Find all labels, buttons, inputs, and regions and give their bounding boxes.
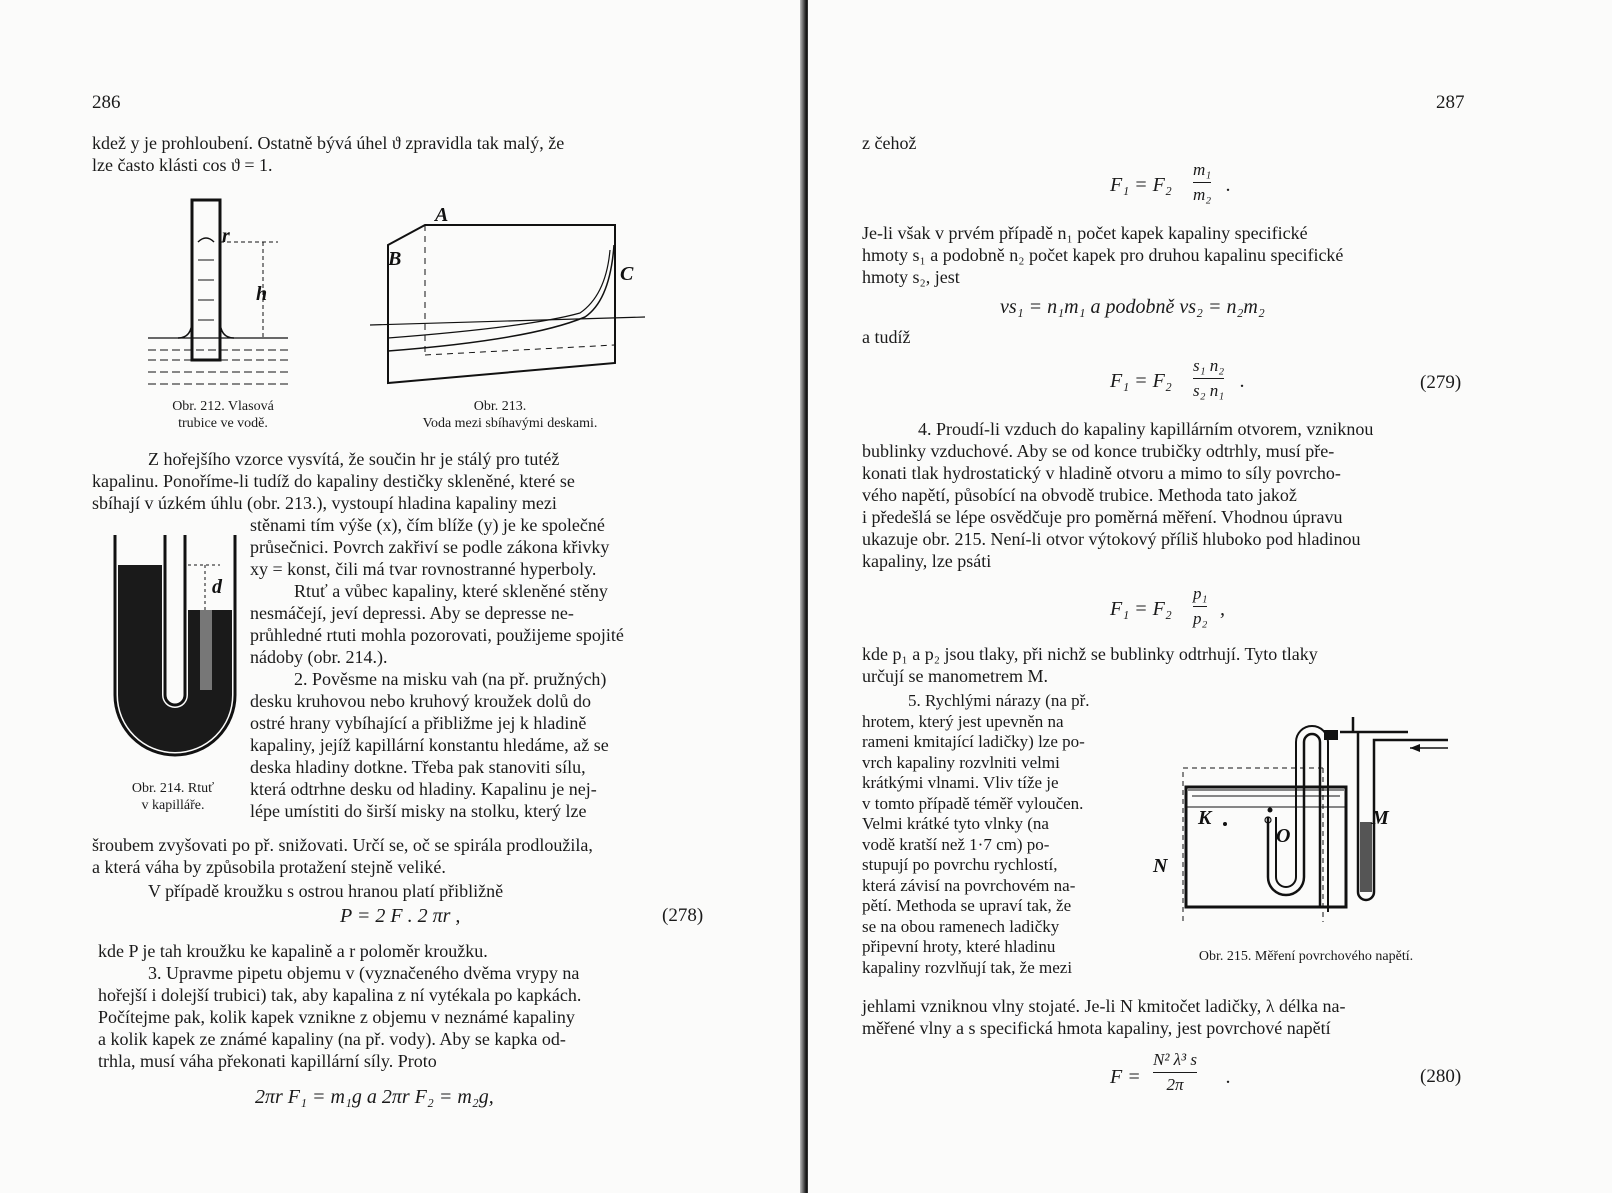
equation-p-fraction: [1193, 584, 1207, 629]
equation-f1-num: m₁: [1193, 160, 1212, 179]
body-wrapped-line: stěnami tím výše (x), čím blíže (y) je ke společné: [250, 515, 605, 535]
para-d-wrapped-line: v tomto případě téměř vyloučen.: [862, 793, 1084, 813]
body-wrapped-line: nádoby (obr. 214.).: [250, 647, 388, 667]
para-d-wrapped-line: která závisí na povrchovém na-: [862, 875, 1076, 895]
para-d-wrapped-line: hrotem, který jest upevněn na: [862, 711, 1064, 731]
para-d-wrapped-line: kapaliny rozvlňují tak, že mezi: [862, 957, 1073, 977]
para-d-wrapped-line: vodě kratší než 1·7 cm) po-: [862, 834, 1050, 854]
label-n: N: [1153, 855, 1168, 877]
caption-212-line1: Obr. 212. Vlasová: [172, 399, 274, 414]
body-wrapped-line: ostré hrany vybíhající a přibližme jej k hladině: [250, 713, 587, 733]
figure-212-capillary-tube: [148, 200, 298, 395]
body-wrapped-line: nesmáčejí, jeví depressi. Aby se depresse ne-: [250, 603, 574, 623]
para-b-line-6: ukazuje obr. 215. Není-li otvor výtokový příliš hluboko pod hladinou: [862, 529, 1361, 549]
para-d-full-line-1: jehlami vzniknou vlny stojaté. Je-li N kmitočet ladičky, λ délka na-: [862, 996, 1346, 1016]
para-d-wrapped-line: vrch kapaliny rozvlniti velmi: [862, 752, 1060, 772]
body-after2-line-2: 3. Upravme pipetu objemu v (vyznačeného dvěma vrypy na: [148, 963, 580, 983]
equation-p-lhs: F₁ = F₂: [1110, 598, 1172, 620]
equation-279-lhs: F₁ = F₂: [1110, 370, 1172, 392]
equation-279-num: s₁ n₂: [1193, 356, 1225, 375]
para-a-line-3: hmoty s₂, jest: [862, 267, 960, 287]
label-c: C: [620, 263, 634, 285]
para-a-line-2: hmoty s₁ a podobně n₂ počet kapek pro druhou kapalinu specifické: [862, 245, 1344, 265]
para-d-wrapped-line: připevní hroty, které hladinu: [862, 937, 1056, 956]
equation-vs: vs₁ = n₁m₁ a podobně vs₂ = n₂m₂: [1000, 296, 1265, 318]
body-after2-line-5: a kolik kapek ze známé kapaliny (na př. vody). Aby se kapka od-: [98, 1029, 566, 1049]
body-wrapped-line: která odtrhne desku od hladiny. Kapalinu je nej-: [250, 779, 597, 799]
body-after-line-1: šroubem zvyšovati po př. snižovati. Určí se, oč se spirála prodloužila,: [92, 835, 593, 855]
para-d-wrapped-line: rameni kmitající ladičky) lze po-: [862, 732, 1085, 751]
equation-278: P = 2 F . 2 πr ,: [340, 905, 461, 927]
para-d-wrapped-line: pětí. Methoda se upraví tak, že: [862, 896, 1072, 915]
para-d-full-line-2: měřené vlny a s specifická hmota kapaliny, jest povrchové napětí: [862, 1018, 1331, 1038]
label-k: K: [1198, 807, 1212, 829]
equation-280-lhs: F =: [1110, 1066, 1141, 1088]
body-after-line-3: V případě kroužku s ostrou hranou platí přibližně: [148, 881, 504, 901]
caption-214-line2: v kapilláře.: [141, 798, 205, 813]
para-d-wrapped-line: Velmi krátké tyto vlnky (na: [862, 814, 1049, 833]
body-after2-line-6: trhla, musí váha překonati kapillární síly. Proto: [98, 1051, 437, 1071]
label-o: O: [1276, 825, 1291, 847]
equation-f1-lhs: F₁ = F₂: [1110, 174, 1172, 196]
figure-215-surface-tension-apparatus: [1148, 712, 1458, 942]
caption-213-line1: Obr. 213.: [473, 399, 527, 414]
para-b-line-7: kapaliny, lze psáti: [862, 551, 992, 571]
para-d-wrapped-line: stupují po povrchu rychlostí,: [862, 855, 1058, 874]
body-full-line-2: kapalinu. Ponoříme-li tudíž do kapaliny destičky skleněné, které se: [92, 471, 575, 491]
equation-p-den: p₂: [1193, 609, 1208, 628]
para-d-wrapped-line: 5. Rychlými nárazy (na př.: [908, 691, 1090, 710]
body-wrapped-line: 2. Pověsme na misku vah (na př. pružných): [294, 669, 607, 689]
equation-279-den: s₂ n₁: [1193, 381, 1225, 400]
equation-280-num: N² λ³ s: [1153, 1050, 1198, 1069]
body-after2-line-1: kde P je tah kroužku ke kapalině a r poloměr kroužku.: [98, 941, 488, 961]
body-full-line-3: sbíhají v úzkém úhlu (obr. 213.), vystoupí hladina kapaliny mezi: [92, 493, 557, 513]
label-d: d: [212, 576, 222, 598]
intro-line-2: lze často klásti cos ϑ = 1.: [92, 155, 273, 175]
body-wrapped-line: lépe umístiti do širší misky na stolku, který lze: [250, 801, 587, 821]
figure-213-converging-plates: [380, 205, 660, 390]
label-m: M: [1371, 807, 1389, 829]
equation-p-tail: ,: [1220, 598, 1225, 620]
body-wrapped-line: desku kruhovou nebo kruhový kroužek dolů do: [250, 691, 591, 711]
figure-214-mercury-u-tube: [110, 535, 240, 765]
para-a-line-1: Je-li však v prvém případě n₁ počet kapek kapaliny specifické: [862, 223, 1308, 243]
equation-280-den: 2π: [1166, 1075, 1184, 1094]
body-after2-line-3: hořejší i dolejší trubici) tak, aby kapalina z ní vytékala po kapkách.: [98, 985, 582, 1005]
line-z-cehoz: z čehož: [862, 133, 917, 153]
line-a-tudiz: a tudíž: [862, 327, 911, 347]
body-wrapped-line: Rtuť a vůbec kapaliny, které skleněné stěny: [294, 581, 608, 601]
body-wrapped-line: deska hladiny dotkne. Třeba pak stanoviti sílu,: [250, 757, 586, 777]
para-b-line-5: i předešlá se lépe osvědčuje pro poměrná měření. Vhodnou úpravu: [862, 507, 1343, 527]
body-after2-line-4: Počítejme pak, kolik kapek vznikne z objemu v neznámé kapaliny: [98, 1007, 575, 1027]
para-c-line-1: kde p₁ a p₂ jsou tlaky, při nichž se bublinky odtrhují. Tyto tlaky: [862, 644, 1318, 664]
right-page: [808, 0, 1612, 1193]
equation-280-number: (280): [1420, 1066, 1462, 1087]
equation-280-fraction: [1153, 1050, 1197, 1095]
equation-279-tail: .: [1240, 370, 1245, 392]
para-c-line-2: určují se manometrem M.: [862, 666, 1048, 686]
caption-212-line2: trubice ve vodě.: [178, 416, 268, 431]
para-b-line-4: vého napětí, působící na obvodě trubice. Methoda tato jakož: [862, 485, 1297, 505]
body-wrapped-line: kapaliny, jejíž kapillární konstantu hledáme, až se: [250, 735, 609, 755]
equation-280-tail: .: [1226, 1066, 1231, 1088]
body-full-line-1: Z hořejšího vzorce vysvítá, že součin hr je stálý pro tutéž: [148, 449, 560, 469]
equation-278-number: (278): [662, 905, 704, 926]
para-b-line-1: 4. Proudí-li vzduch do kapaliny kapillárním otvorem, vzniknou: [918, 419, 1374, 439]
intro-line-1: kdež y je prohloubení. Ostatně bývá úhel ϑ zpravidla tak malý, že: [92, 133, 565, 153]
body-after-line-2: a která váha by způsobila protažení stejně veliké.: [92, 857, 446, 877]
page-number-left: 286: [92, 92, 121, 113]
label-b: B: [388, 248, 402, 270]
equation-bottom: 2πr F₁ = m₁g a 2πr F₂ = m₂g,: [255, 1086, 494, 1108]
page-number-right: 287: [1436, 92, 1465, 113]
para-d-wrapped-line: se na obou ramenech ladičky: [862, 916, 1060, 936]
para-d-wrapped-line: krátkými vlnami. Vliv tíže je: [862, 773, 1059, 792]
para-b-line-3: konati tlak hydrostatický v hladině otvoru a mimo to síly povrcho-: [862, 463, 1341, 483]
equation-279-fraction: [1193, 356, 1224, 401]
caption-213-line2: Voda mezi sbíhavými deskami.: [422, 416, 598, 431]
label-h: h: [256, 283, 268, 305]
equation-f1-fraction: [1193, 160, 1211, 205]
equation-279-number: (279): [1420, 372, 1462, 393]
caption-215: Obr. 215. Měření povrchového napětí.: [1198, 949, 1414, 964]
label-a: A: [435, 204, 449, 226]
equation-f1-den: m₂: [1193, 185, 1212, 204]
para-b-line-2: bublinky vzduchové. Aby se od konce trubičky odtrhly, musí pře-: [862, 441, 1335, 461]
body-wrapped-line: průsečnici. Povrch zakřiví se podle zákona křivky: [250, 537, 610, 557]
equation-p-num: p₁: [1193, 584, 1208, 603]
body-wrapped-line: průhledné rtuti mohla pozorovati, použijeme spojité: [250, 625, 624, 645]
label-r: r: [222, 225, 230, 247]
body-wrapped-line: xy = konst, čili má tvar rovnostranné hyperboly.: [250, 559, 597, 579]
caption-214-line1: Obr. 214. Rtuť: [131, 781, 215, 796]
equation-f1-tail: .: [1226, 174, 1231, 196]
